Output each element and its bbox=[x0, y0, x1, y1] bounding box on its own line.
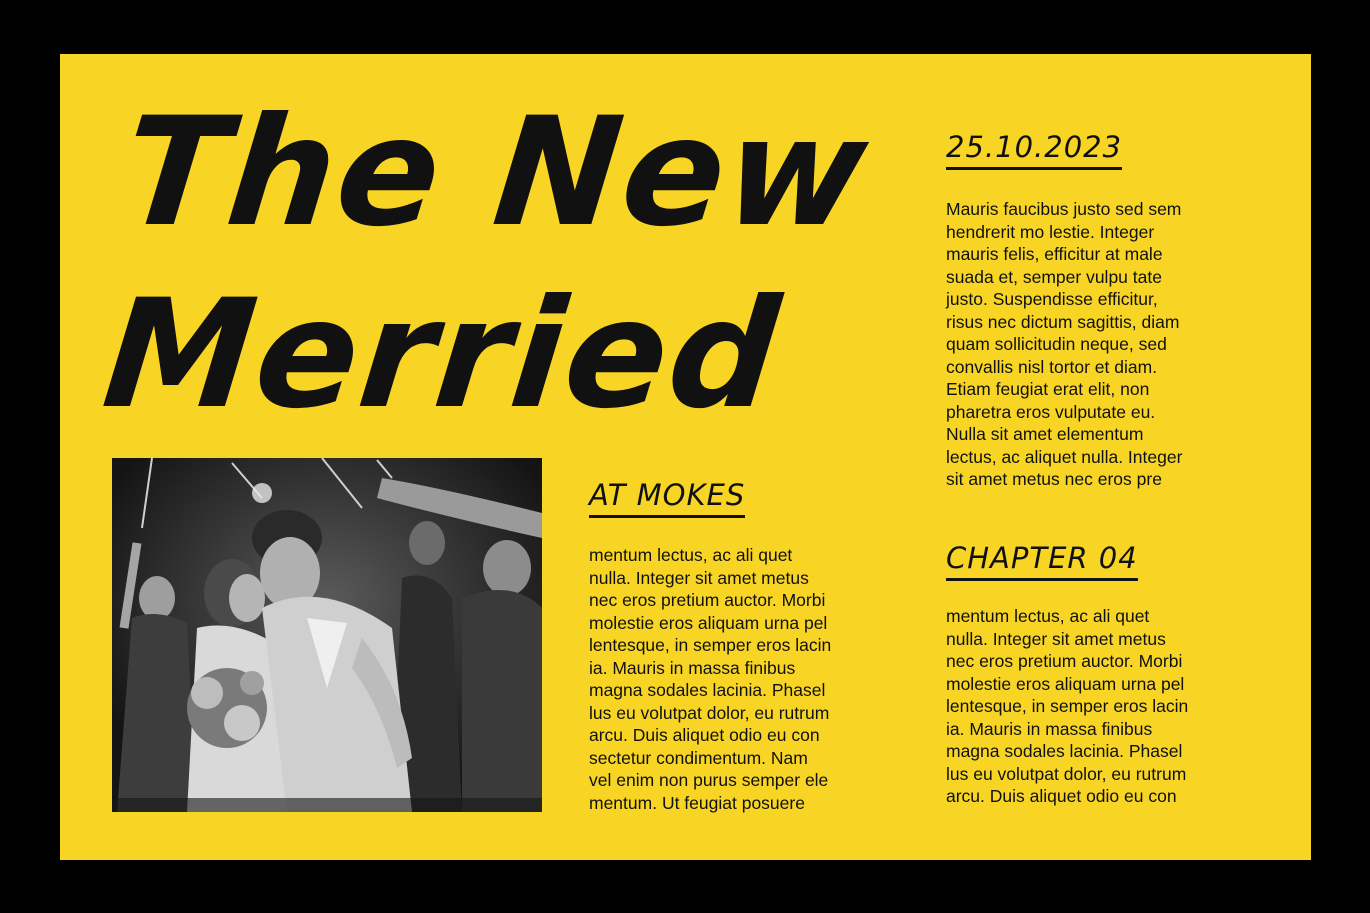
chapter-column-body: mentum lectus, ac ali quet nulla. Integer sit amet metus nec eros pretium auctor. Morbi molestie eros aliquam urna pel lentesque, in semper eros lacin ia. Mauris in massa finibus magna sodales lacinia. Phasel lus eu volutpat dolor, eu rutrum arcu. Duis aliquet odio eu con bbox=[946, 606, 1189, 806]
wedding-photo-illustration bbox=[112, 458, 542, 812]
wedding-photo bbox=[112, 458, 542, 812]
issue-date: 25.10.2023 bbox=[946, 130, 1122, 170]
middle-column-body: mentum lectus, ac ali quet nulla. Integer sit amet metus nec eros pretium auctor. Morbi molestie eros aliquam urna pel lentesque, in semper eros lacin ia. Mauris in massa finibus magna sodales lacinia. Phasel lus eu volutpat dolor, eu rutrum arcu. Duis aliquet odio eu con sectetur condimentum. Nam vel enim non purus semper ele mentum. Ut feugiat posuere bbox=[589, 545, 832, 813]
headline bbox=[96, 82, 894, 446]
section-title-chapter: CHAPTER 04 bbox=[946, 541, 1138, 581]
magazine-page bbox=[60, 54, 1311, 860]
headline-line-1: The New bbox=[115, 86, 877, 260]
section-title-at-mokes: AT MOKES bbox=[589, 478, 745, 518]
date-column-body: Mauris faucibus justo sed sem hendrerit mo lestie. Integer mauris felis, efficitur at male suada et, semper vulpu tate justo. Suspendisse efficitur, risus nec dictum sagittis, diam quam sollicitudin neque, sed convallis nisl tortor et diam. Etiam feugiat erat elit, non pharetra eros vulputate eu. Nulla sit amet elementum lectus, ac aliquet nulla. Integer sit amet metus nec eros pre bbox=[946, 199, 1183, 489]
headline-line-2: Merried bbox=[96, 268, 789, 442]
